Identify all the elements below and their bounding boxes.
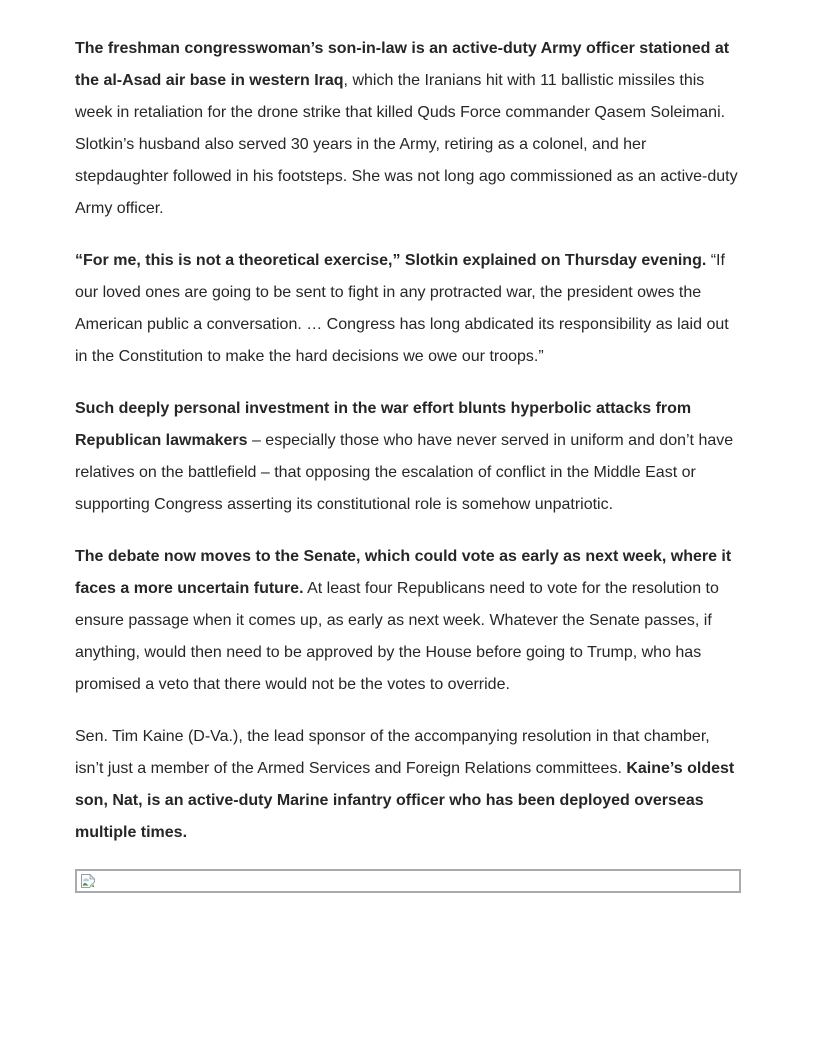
article-paragraph — [75, 33, 741, 225]
paragraph-bold-tail: Kaine’s oldest son, Nat, is an active-duty Marine infantry officer who has been deployed overseas multiple times. — [75, 760, 735, 841]
article-paragraph — [75, 245, 741, 373]
broken-image-icon — [80, 873, 96, 889]
article-paragraph — [75, 393, 741, 521]
paragraph-bold-lead: The debate now moves to the Senate, which could vote as early as next week, where it faces a more uncertain future. — [75, 548, 732, 597]
paragraph-text: At least four Republicans need to vote for the resolution to ensure passage when it comes up, as early as next week. Whatever the Senate passes, if anything, would then need to be approved by the House before going to Trump, who has promised a veto that there would not be the votes to override. — [75, 580, 719, 693]
article-paragraph — [75, 541, 741, 701]
paragraph-text: – especially those who have never served in uniform and don’t have relatives on the battlefield – that opposing the escalation of conflict in the Middle East or supporting Congress asserting its constitutional role is somehow unpatriotic. — [75, 432, 734, 513]
paragraph-bold-lead: Such deeply personal investment in the war effort blunts hyperbolic attacks from Republican lawmakers — [75, 400, 692, 449]
paragraph-text: “If our loved ones are going to be sent to fight in any protracted war, the president owes the American public a conversation. … Congress has long abdicated its responsibility as laid out in the Constitution to make the hard decisions we owe our troops.” — [75, 252, 729, 365]
paragraph-text: , which the Iranians hit with 11 ballistic missiles this week in retaliation for the drone strike that killed Quds Force commander Qasem Soleimani. Slotkin’s husband also served 30 years in the Army, retiring as a colonel, and her stepdaughter followed in his footsteps. She was not long ago commissioned as an active-duty Army officer. — [75, 72, 738, 217]
paragraph-bold-lead: The freshman congresswoman’s son-in-law is an active-duty Army officer stationed at the al-Asad air base in western Iraq — [75, 40, 730, 89]
image-placeholder — [75, 869, 741, 893]
article-paragraph — [75, 721, 741, 849]
paragraph-text: Sen. Tim Kaine (D-Va.), the lead sponsor of the accompanying resolution in that chamber, isn’t just a member of the Armed Services and Foreign Relations committees. — [75, 728, 710, 777]
paragraph-bold-lead: “For me, this is not a theoretical exercise,” Slotkin explained on Thursday evening. — [75, 252, 707, 269]
